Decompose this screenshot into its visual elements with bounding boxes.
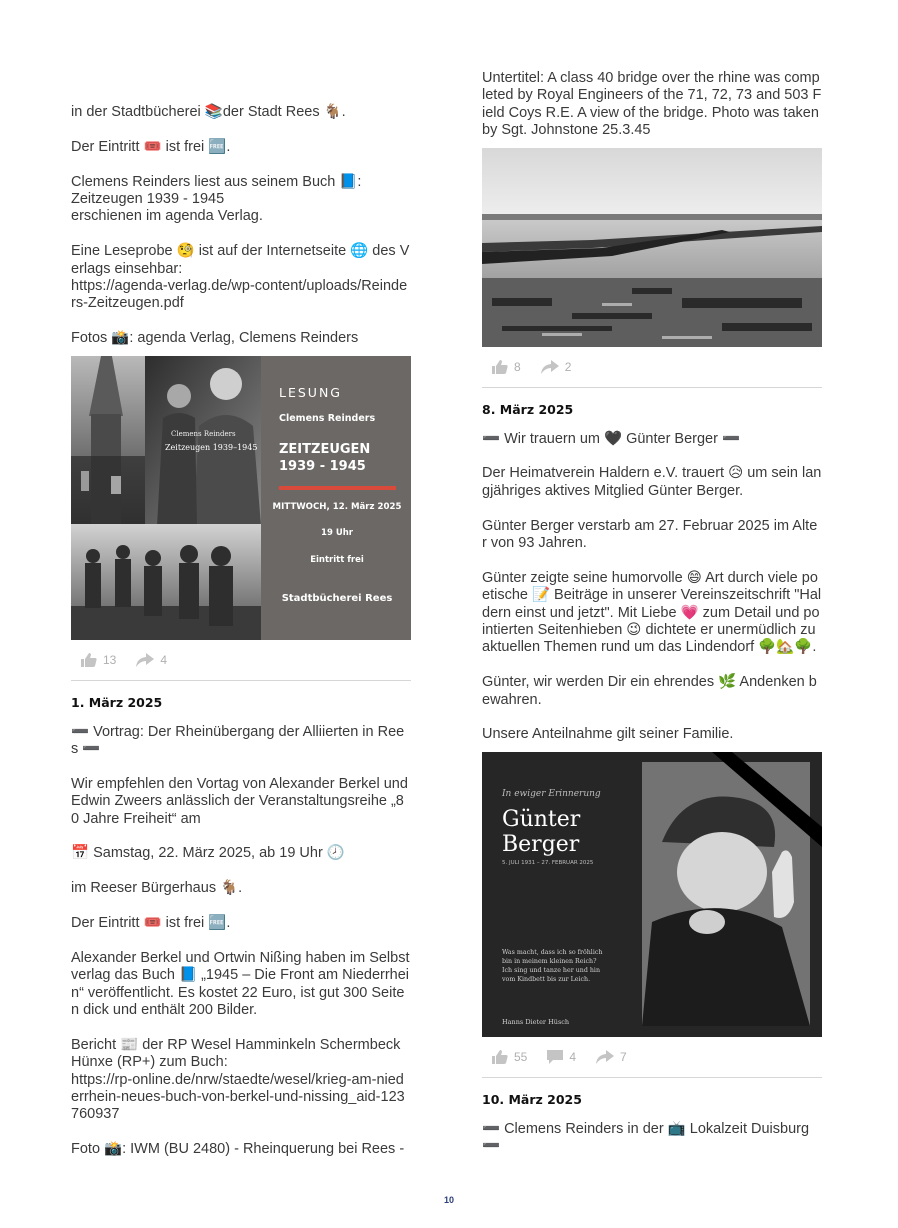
like-button[interactable] — [81, 653, 116, 667]
book-cover-author: Clemens Reinders — [171, 429, 236, 438]
post-text: ➖ Vortrag: Der Rheinübergang der Alliierten in Rees ➖ — [71, 723, 405, 758]
post-text: Clemens Reinders liest aus seinem Buch 📘: Zeitzeugen 1939 - 1945 erschienen im agenda Verlag. — [71, 173, 362, 225]
reactions-bar — [71, 640, 411, 681]
poster-time: 19 Uhr — [321, 527, 353, 538]
comment-bubble-icon — [547, 1050, 563, 1064]
like-button[interactable] — [492, 1050, 527, 1064]
rhine-bridge-photo — [482, 148, 822, 347]
like-count: 55 — [514, 1049, 528, 1064]
share-button[interactable] — [136, 653, 167, 667]
like-count: 13 — [103, 652, 117, 667]
post-text: ➖ Wir trauern um 🖤 Günter Berger ➖ — [482, 430, 741, 447]
post-text: Bericht 📰 der RP Wesel Hamminkeln Schermbeck Hünxe (RP+) zum Buch: https://rp-online.de/nrw/staedte/wesel/krieg-am-niederrhein-neues-buch-von-berkel-und-nissing_aid-123760937 — [71, 1036, 405, 1123]
post-date: 1. März 2025 — [71, 694, 163, 710]
post-text: Wir empfehlen den Vortag von Alexander Berkel und Edwin Zweers anlässlich der Veranstaltungsreihe „80 Jahre Freiheit“ am — [71, 775, 408, 827]
share-arrow-icon — [596, 1050, 614, 1064]
lesung-poster-image — [71, 356, 411, 640]
post-date: 8. März 2025 — [482, 401, 574, 417]
share-arrow-icon — [541, 360, 559, 374]
post-text: Unsere Anteilnahme gilt seiner Familie. — [482, 726, 734, 743]
memorial-script: In ewiger Erinnerung — [502, 788, 601, 799]
post-text: Der Eintritt 🎟️ ist frei 🆓. — [71, 138, 231, 155]
left-column — [71, 104, 411, 1159]
post-text: im Reeser Bürgerhaus 🐐. — [71, 880, 243, 897]
poster-date: MITTWOCH, 12. März 2025 — [272, 501, 402, 512]
poster-title-1: ZEITZEUGEN — [279, 441, 371, 457]
like-count: 8 — [514, 359, 521, 374]
poster-red-bar — [279, 486, 396, 490]
memorial-dates: 5. JULI 1931 – 27. FEBRUAR 2025 — [502, 859, 594, 866]
right-column — [482, 70, 822, 1156]
comment-button[interactable] — [547, 1050, 576, 1064]
post-text: Fotos 📸: agenda Verlag, Clemens Reinders — [71, 330, 359, 347]
post-text: ➖ Clemens Reinders in der 📺 Lokalzeit Duisburg ➖ — [482, 1120, 810, 1155]
post-text: in der Stadtbücherei 📚der Stadt Rees 🐐. — [71, 104, 346, 120]
reactions-bar — [482, 347, 822, 388]
poster-lesung: LESUNG — [279, 384, 342, 400]
post-text: Der Eintritt 🎟️ ist frei 🆓. — [71, 915, 231, 932]
share-button[interactable] — [541, 360, 572, 374]
share-arrow-icon — [136, 653, 154, 667]
share-count: 7 — [620, 1049, 627, 1064]
like-button[interactable] — [492, 360, 521, 374]
post-text: Foto 📸: IWM (BU 2480) - Rheinquerung bei Rees - — [71, 1141, 405, 1158]
page-number: 10 — [443, 1195, 454, 1205]
share-count: 2 — [564, 359, 572, 374]
thumbs-up-icon — [492, 360, 508, 374]
share-button[interactable] — [596, 1050, 627, 1064]
comment-count: 4 — [569, 1049, 577, 1064]
post-text: Günter, wir werden Dir ein ehrendes 🌿 Andenken bewahren. — [482, 674, 817, 708]
thumbs-up-icon — [492, 1050, 508, 1064]
post-text: Der Heimatverein Haldern e.V. trauert 😥 um sein langjähriges aktives Mitglied Günter Berger. — [482, 465, 822, 499]
book-cover-title: Zeitzeugen 1939–1945 — [165, 442, 258, 452]
post-date: 10. März 2025 — [482, 1091, 582, 1107]
memorial-quote-author: Hanns Dieter Hüsch — [502, 1017, 570, 1026]
reactions-bar — [482, 1037, 822, 1078]
poster-title-2: 1939 - 1945 — [279, 458, 366, 474]
post-text: Eine Leseprobe 🧐 ist auf der Internetseite 🌐 des Verlags einsehbar: https://agenda-verlag.de/wp-content/uploads/Reinders-Zeitzeugen.pdf — [71, 243, 410, 312]
poster-author: Clemens Reinders — [279, 412, 376, 424]
post-text: Günter zeigte seine humorvolle 😄 Art durch viele poetische 📝 Beiträge in unserer Vereinszeitschrift "Haldern einst und jetzt". Mit Liebe 💗 zum Detail und pointierten Seitenhieben 😉 dichtete er unermüdlich zu aktuellen Themen rund um das Lindendorf 🌳🏡🌳. — [482, 569, 822, 656]
post-text: Günter Berger verstarb am 27. Februar 2025 im Alter von 93 Jahren. — [482, 517, 818, 552]
memorial-quote: Was macht, dass ich so fröhlich bin in meinem kleinen Reich? Ich sing und tanze her und hin vom Kindbett bis zur Leich. — [502, 948, 603, 983]
share-count: 4 — [160, 652, 168, 667]
memorial-name-1: Günter — [502, 806, 581, 832]
post-text: 📅 Samstag, 22. März 2025, ab 19 Uhr 🕗 — [71, 845, 345, 862]
poster-entry: Eintritt frei — [310, 554, 364, 565]
thumbs-up-icon — [81, 653, 97, 667]
memorial-card-image — [482, 752, 822, 1037]
memorial-name-2: Berger — [502, 831, 580, 857]
poster-place: Stadtbücherei Rees — [281, 592, 393, 604]
post-text: Alexander Berkel und Ortwin Nißing haben im Selbstverlag das Buch 📘 „1945 – Die Front am Niederrhein“ veröffentlicht. Es kostet 22 Euro, ist gut 300 Seiten dick und enthält 200 Bilder. — [71, 949, 410, 1019]
photo-caption: Untertitel: A class 40 bridge over the rhine was completed by Royal Engineers of the 71, 72, 73 and 503 Field Coys R.E. A view of the bridge. Photo was taken by Sgt. Johnstone 25.3.45 — [482, 70, 822, 139]
